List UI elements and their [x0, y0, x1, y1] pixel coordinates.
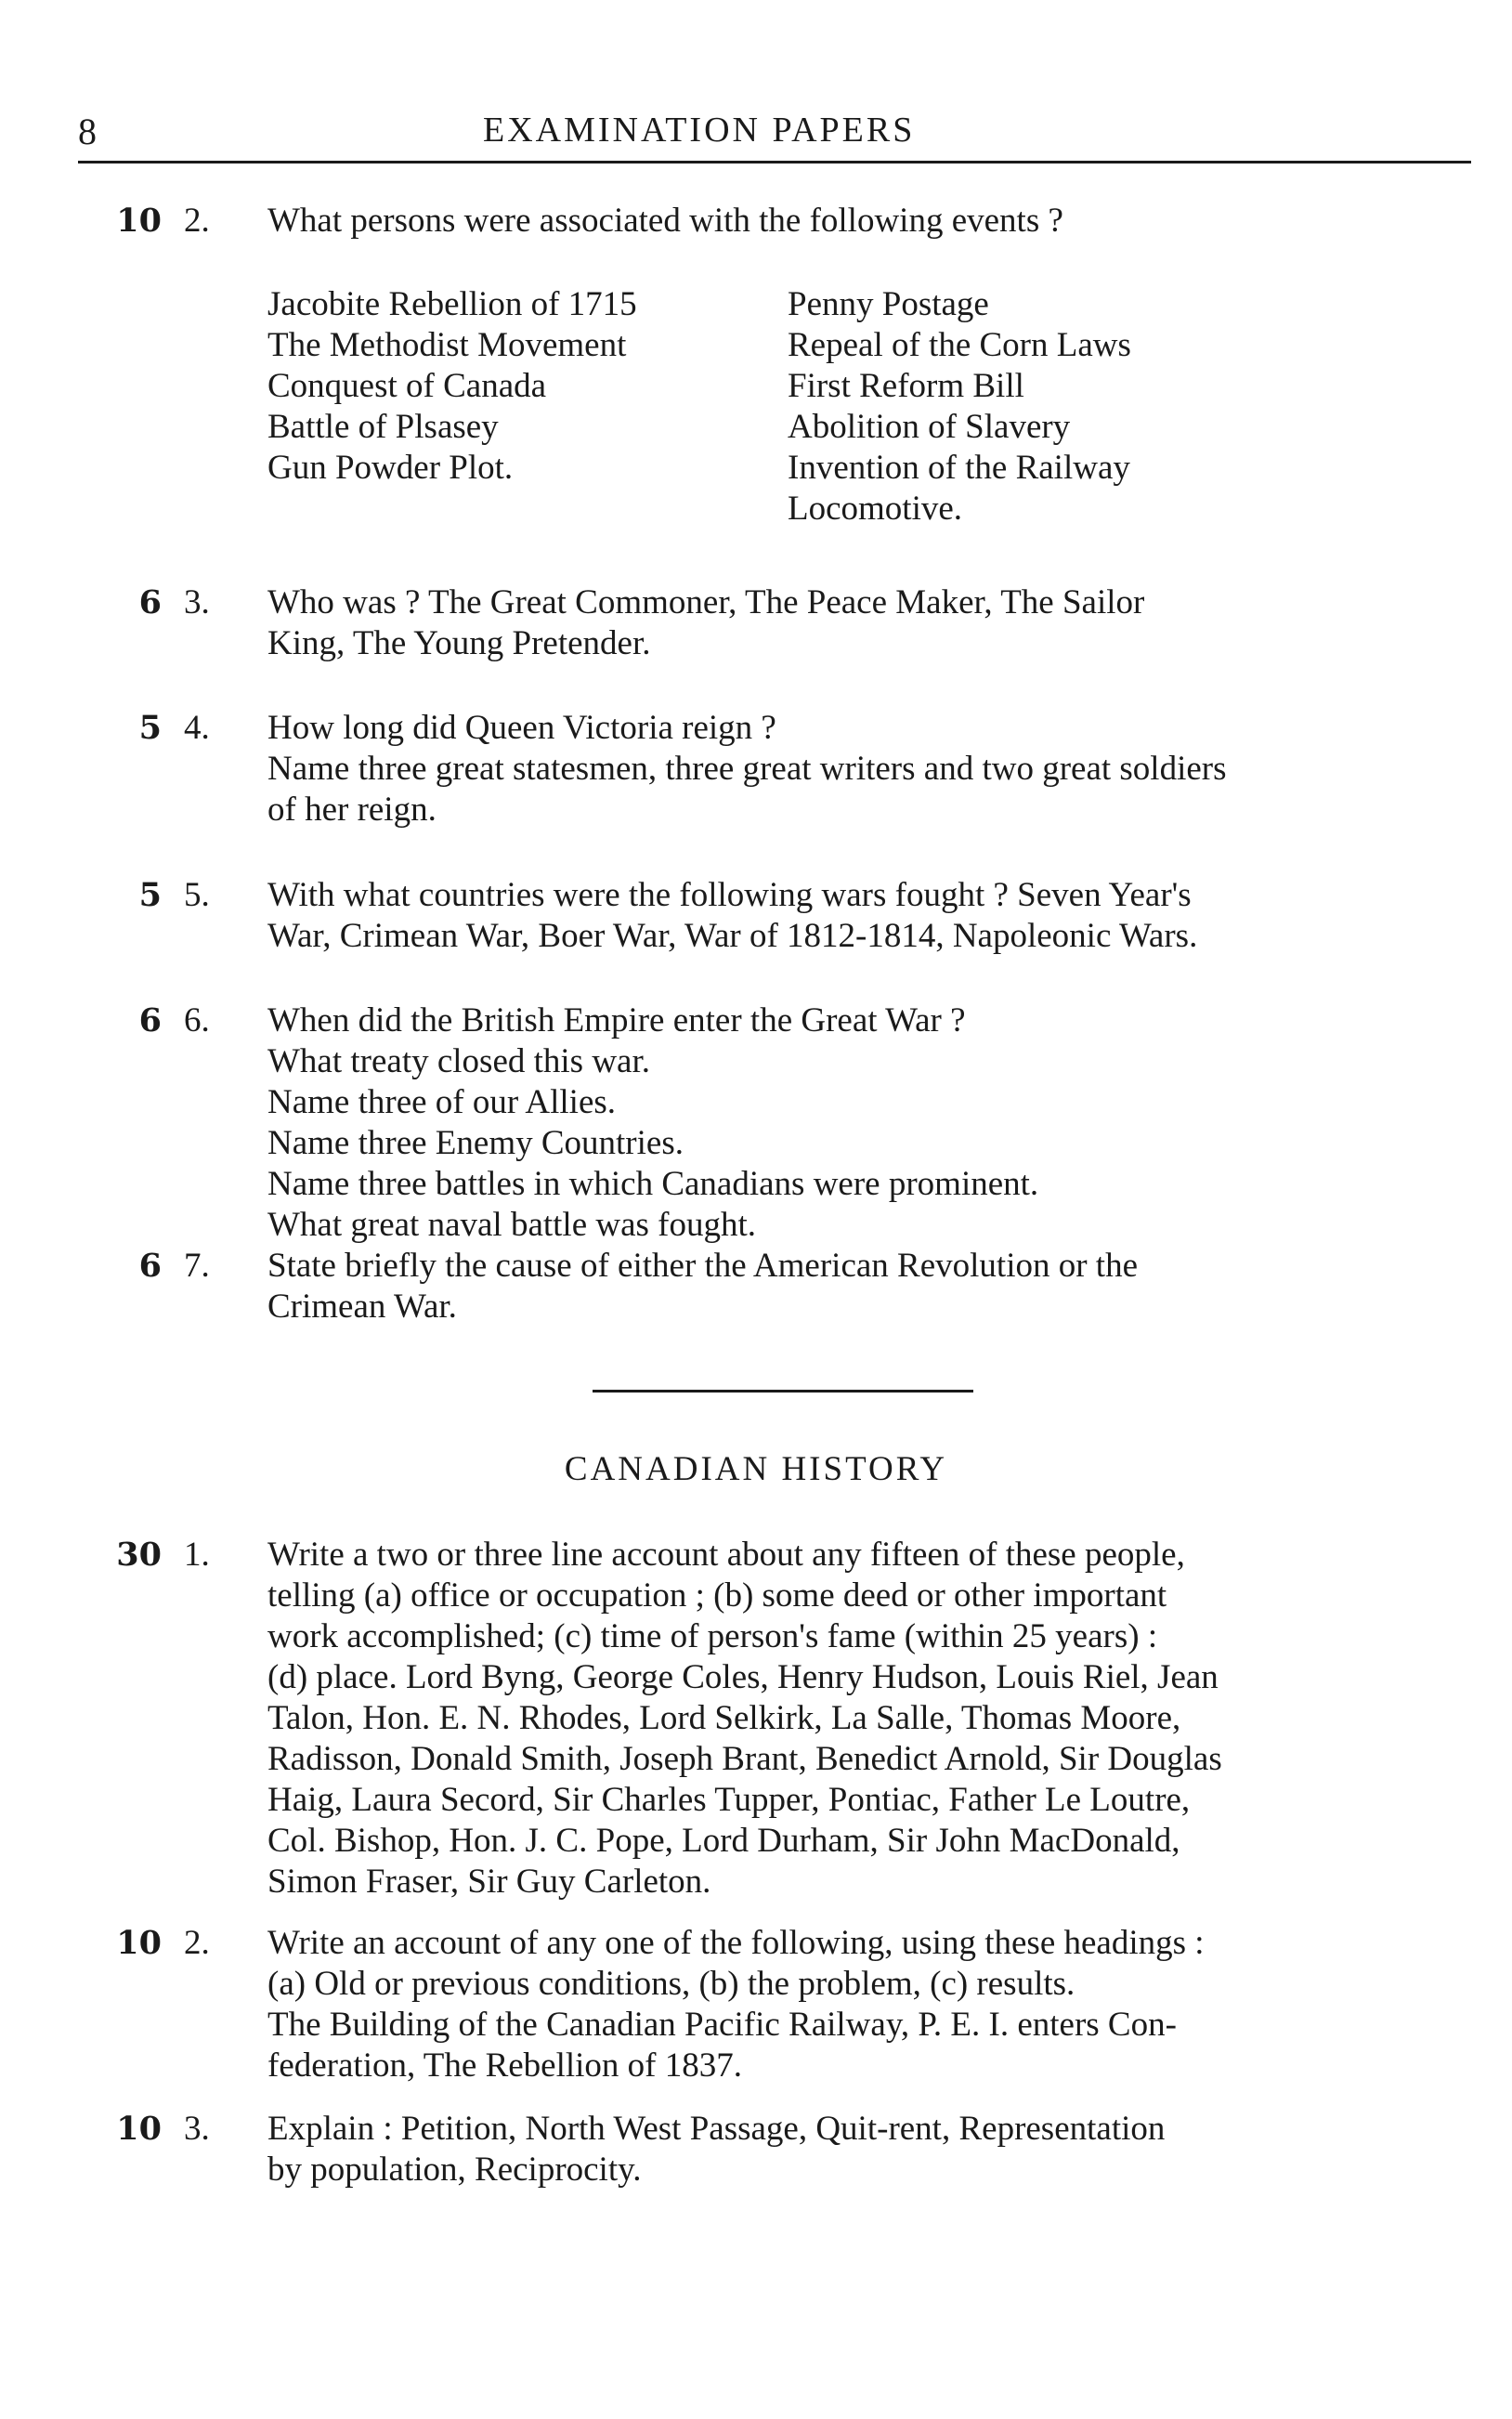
question-line: King, The Young Pretender.: [267, 624, 651, 662]
question-number: 4.: [184, 709, 210, 747]
question-marks: 30: [116, 1536, 162, 1574]
question-number: 6.: [184, 1001, 210, 1040]
event-item: First Reform Bill: [788, 367, 1024, 405]
question-line: Haig, Laura Secord, Sir Charles Tupper, Pontiac, Father Le Loutre,: [267, 1781, 1191, 1819]
question-number: 7.: [184, 1247, 210, 1285]
question-line: Name three of our Allies.: [267, 1083, 617, 1121]
question-line: War, Crimean War, Boer War, War of 1812-1814, Napoleonic Wars.: [267, 917, 1198, 955]
question-text: [267, 582, 1471, 664]
event-item: Invention of the Railway: [788, 449, 1130, 487]
question-line: (d) place. Lord Byng, George Coles, Henry Hudson, Louis Riel, Jean: [267, 1658, 1219, 1696]
question-marks: 6: [138, 1001, 162, 1040]
section-title: CANADIAN HISTORY: [564, 1450, 948, 1488]
question-line: federation, The Rebellion of 1837.: [267, 2046, 743, 2085]
question-line: (a) Old or previous conditions, (b) the problem, (c) results.: [267, 1965, 1075, 2003]
question-marks: 10: [116, 202, 162, 240]
question-marks: 10: [116, 1924, 162, 1962]
question-text: [267, 2109, 1471, 2190]
header-rule: [78, 161, 1471, 163]
question-line: Who was ? The Great Commoner, The Peace Maker, The Sailor: [267, 583, 1145, 621]
question-marks: 6: [138, 1247, 162, 1285]
question-line: With what countries were the following wars fought ? Seven Year's: [267, 876, 1192, 914]
question-line: telling (a) office or occupation ; (b) some deed or other important: [267, 1576, 1167, 1615]
question-number: 3.: [184, 2110, 210, 2148]
question-text: [267, 1000, 1471, 1246]
event-item: Repeal of the Corn Laws: [788, 326, 1131, 364]
event-item: Jacobite Rebellion of 1715: [267, 285, 637, 323]
question-line: What treaty closed this war.: [267, 1042, 651, 1080]
question-line: Radisson, Donald Smith, Joseph Brant, Benedict Arnold, Sir Douglas: [267, 1740, 1222, 1778]
question-line: Crimean War.: [267, 1288, 457, 1326]
question-text: [267, 875, 1471, 957]
question-marks: 6: [138, 583, 162, 621]
event-item: Conquest of Canada: [267, 367, 547, 405]
question-number: 5.: [184, 876, 210, 914]
question-text: What persons were associated with the following events ?: [267, 202, 1063, 240]
question-marks: 5: [138, 709, 162, 747]
section-divider: [593, 1390, 973, 1393]
question-line: State briefly the cause of either the American Revolution or the: [267, 1247, 1139, 1285]
question-line: Write a two or three line account about any fifteen of these people,: [267, 1536, 1185, 1574]
event-item: Locomotive.: [788, 490, 963, 528]
question-line: Col. Bishop, Hon. J. C. Pope, Lord Durham, Sir John MacDonald,: [267, 1822, 1180, 1860]
question-line: Write an account of any one of the following, using these headings :: [267, 1924, 1205, 1962]
question-text: [267, 1246, 1471, 1327]
question-line: Talon, Hon. E. N. Rhodes, Lord Selkirk, La Salle, Thomas Moore,: [267, 1699, 1181, 1737]
question-line: of her reign.: [267, 791, 437, 829]
page-title: EXAMINATION PAPERS: [483, 111, 916, 150]
event-item: The Methodist Movement: [267, 326, 627, 364]
question-line: Explain : Petition, North West Passage, Quit-rent, Representation: [267, 2110, 1166, 2148]
question-number: 2.: [184, 202, 210, 240]
question-line: The Building of the Canadian Pacific Railway, P. E. I. enters Con-: [267, 2006, 1177, 2044]
question-line: Simon Fraser, Sir Guy Carleton.: [267, 1863, 711, 1901]
question-number: 1.: [184, 1536, 210, 1574]
page-number: 8: [78, 111, 97, 152]
question-number: 3.: [184, 583, 210, 621]
question-line: When did the British Empire enter the Great War ?: [267, 1001, 966, 1040]
question-line: What great naval battle was fought.: [267, 1206, 757, 1244]
question-number: 2.: [184, 1924, 210, 1962]
question-line: by population, Reciprocity.: [267, 2151, 642, 2189]
question-line: Name three great statesmen, three great writers and two great soldiers: [267, 750, 1227, 788]
events-left-column: [267, 284, 637, 489]
question-line: Name three Enemy Countries.: [267, 1124, 684, 1162]
question-line: How long did Queen Victoria reign ?: [267, 709, 776, 747]
question-text: [267, 708, 1471, 830]
question-marks: 5: [138, 876, 162, 914]
event-item: Penny Postage: [788, 285, 989, 323]
question-text: [267, 1535, 1471, 1903]
events-right-column: [788, 284, 1131, 530]
event-item: Gun Powder Plot.: [267, 449, 514, 487]
question-line: work accomplished; (c) time of person's fame (within 25 years) :: [267, 1617, 1158, 1655]
event-item: Battle of Plsasey: [267, 408, 499, 446]
question-marks: 10: [116, 2110, 162, 2148]
question-line: Name three battles in which Canadians were prominent.: [267, 1165, 1039, 1203]
question-text: [267, 1923, 1471, 2086]
event-item: Abolition of Slavery: [788, 408, 1071, 446]
